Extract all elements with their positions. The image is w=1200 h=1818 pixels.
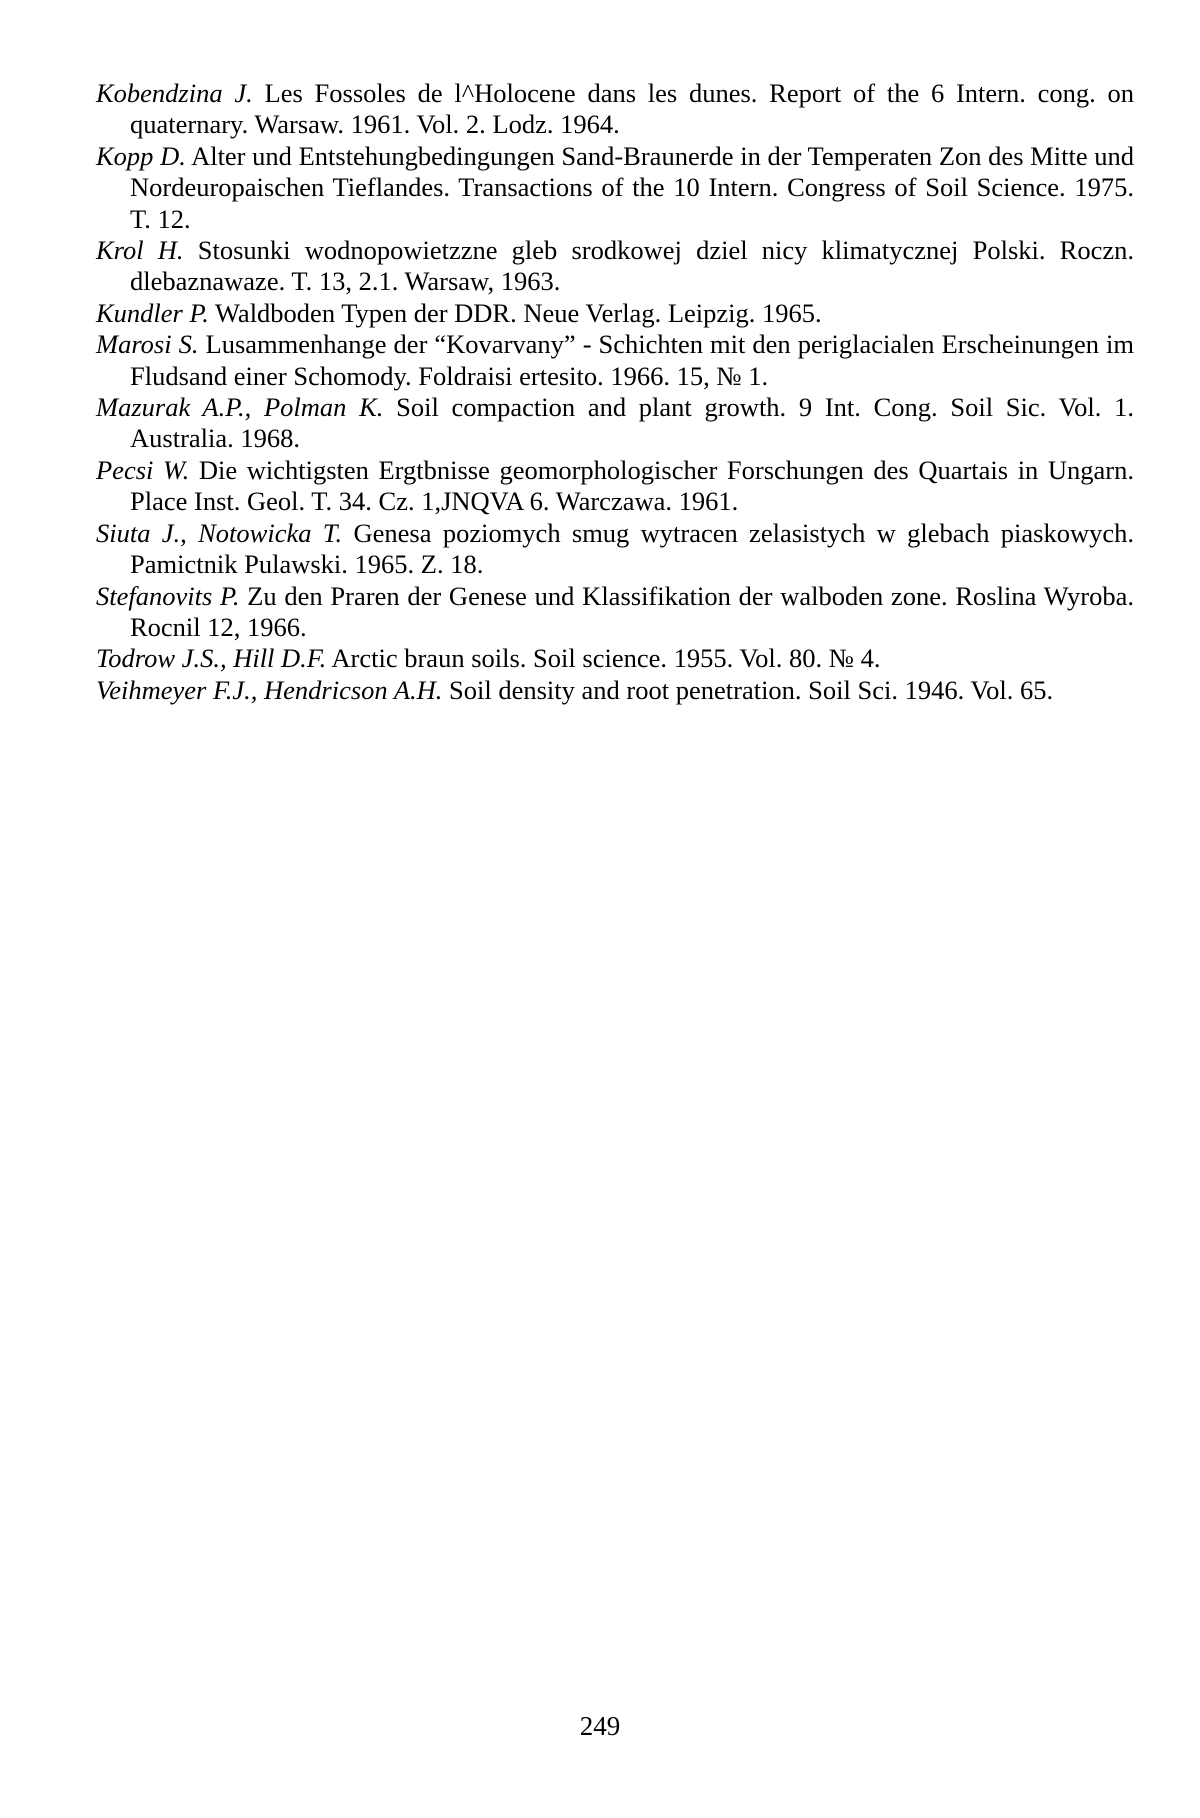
reference-entry bbox=[96, 581, 1134, 644]
reference-authors: Pecsi W. bbox=[96, 454, 190, 485]
reference-authors: Veihmeyer F.J., Hendricson A.H. bbox=[96, 674, 443, 705]
reference-entry bbox=[96, 675, 1134, 706]
reference-authors: Mazurak A.P., Polman K. bbox=[96, 392, 384, 423]
reference-authors: Todrow J.S., Hill D.F. bbox=[96, 643, 327, 674]
reference-entry bbox=[96, 643, 1134, 674]
reference-entry bbox=[96, 235, 1134, 298]
reference-entry bbox=[96, 298, 1134, 329]
reference-text: Soil density and root penetration. Soil Sci. 1946. Vol. 65. bbox=[449, 674, 1054, 705]
reference-text: Zu den Praren der Genese und Klassifikation der walboden zone. Roslina Wyroba. Rocnil 12, 1966. bbox=[130, 580, 1135, 642]
reference-text: Genesa poziomych smug wytracen zelasistych w glebach piaskowych. Pamictnik Pulawski. 1965. Z. 18. bbox=[130, 517, 1135, 580]
reference-authors: Siuta J., Notowicka T. bbox=[96, 517, 343, 548]
reference-entry bbox=[96, 392, 1134, 455]
page-number: 249 bbox=[579, 1711, 621, 1741]
reference-entry bbox=[96, 329, 1134, 392]
reference-text: Arctic braun soils. Soil science. 1955. Vol. 80. № 4. bbox=[331, 643, 881, 674]
reference-authors: Marosi S. bbox=[96, 329, 199, 360]
reference-authors: Kundler P. bbox=[96, 297, 209, 328]
reference-authors: Kopp D. bbox=[96, 140, 186, 171]
reference-text: Die wichtigsten Ergtbnisse geomorphologischer Forschungen des Quartais in Ungarn. Place Inst. Geol. T. 34. Cz. 1,JNQVA 6. Warczawa. 1961. bbox=[130, 454, 1134, 517]
reference-entry bbox=[96, 455, 1134, 518]
reference-authors: Kobendzina J. bbox=[96, 78, 253, 108]
reference-text: Lusammenhange der “Kovarvany” - Schichten mit den periglacialen Erscheinungen im Fludsand einer Schomody. Foldraisi ertesito. 1966. 15, № 1. bbox=[130, 329, 1135, 391]
reference-list bbox=[96, 78, 1134, 706]
reference-text: Soil compaction and plant growth. 9 Int. Cong. Soil Sic. Vol. 1. Australia. 1968. bbox=[130, 392, 1134, 454]
reference-entry bbox=[96, 78, 1134, 141]
reference-authors: Krol H. bbox=[96, 235, 184, 266]
reference-text: Les Fossoles de l^Holocene dans les dunes. Report of the 6 Intern. cong. on quaternary. Warsaw. 1961. Vol. 2. Lodz. 1964. bbox=[130, 78, 1135, 140]
reference-entry bbox=[96, 518, 1134, 581]
reference-entry bbox=[96, 141, 1134, 235]
reference-text: Waldboden Typen der DDR. Neue Verlag. Leipzig. 1965. bbox=[215, 297, 822, 328]
reference-text: Stosunki wodnopowietzzne gleb srodkowej dziel nicy klimatycznej Polski. Roczn. dlebaznawaze. T. 13, 2.1. Warsaw, 1963. bbox=[130, 235, 1134, 297]
reference-text: Alter und Entstehungbedingungen Sand-Braunerde in der Temperaten Zon des Mitte und Nordeuropaischen Tieflandes. Transactions of the 10 Intern. Congress of Soil Science. 1975. T. 12. bbox=[130, 140, 1134, 234]
reference-authors: Stefanovits P. bbox=[96, 580, 240, 611]
